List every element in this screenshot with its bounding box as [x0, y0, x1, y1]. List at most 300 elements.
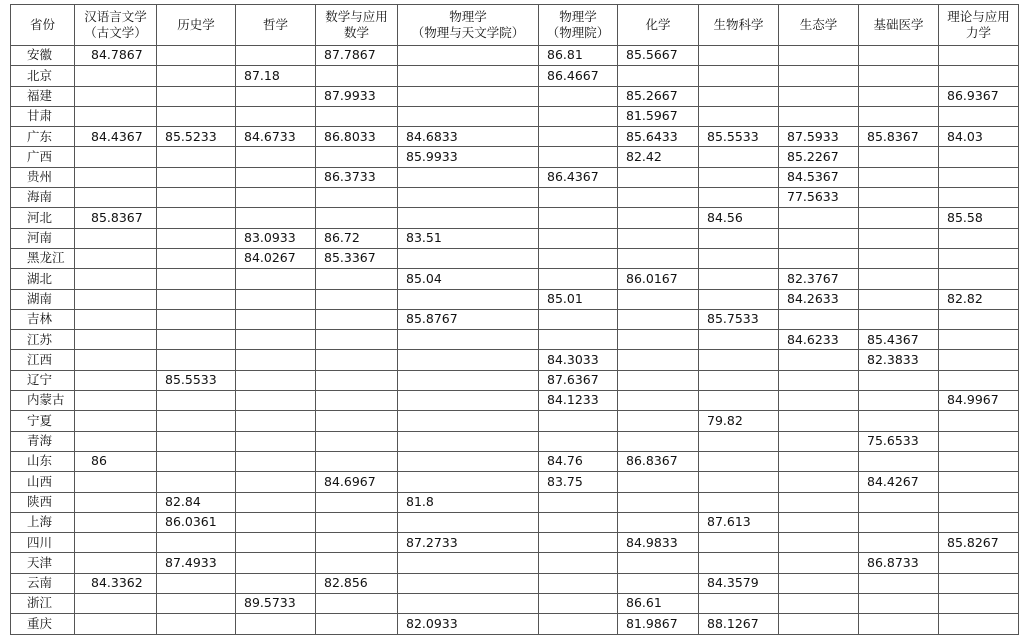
score-cell — [779, 309, 859, 329]
score-cell — [236, 553, 316, 573]
score-cell: 83.51 — [398, 228, 539, 248]
score-cell — [859, 411, 939, 431]
score-cell: 84.1233 — [539, 391, 618, 411]
province-cell: 宁夏 — [11, 411, 75, 431]
score-cell: 85.5533 — [699, 127, 779, 147]
score-cell — [779, 573, 859, 593]
score-cell — [618, 472, 699, 492]
score-cell — [539, 614, 618, 634]
score-cell — [699, 248, 779, 268]
score-cell — [779, 512, 859, 532]
score-cell — [157, 289, 236, 309]
score-cell — [316, 451, 398, 471]
score-cell — [539, 492, 618, 512]
province-cell: 江苏 — [11, 330, 75, 350]
score-cell — [939, 350, 1019, 370]
score-cell — [236, 512, 316, 532]
score-cell — [75, 188, 157, 208]
score-cell — [859, 86, 939, 106]
province-cell: 广东 — [11, 127, 75, 147]
province-cell: 贵州 — [11, 167, 75, 187]
score-cell — [939, 66, 1019, 86]
score-cell — [939, 147, 1019, 167]
score-cell — [618, 411, 699, 431]
table-row — [11, 573, 1019, 593]
score-cell — [779, 350, 859, 370]
score-cell: 86 — [75, 451, 157, 471]
score-cell — [618, 553, 699, 573]
score-cell: 84.6733 — [236, 127, 316, 147]
score-cell — [236, 208, 316, 228]
score-cell: 85.01 — [539, 289, 618, 309]
score-cell — [859, 106, 939, 126]
score-cell: 82.3767 — [779, 269, 859, 289]
score-cell: 86.0361 — [157, 512, 236, 532]
score-cell — [618, 391, 699, 411]
score-cell — [859, 147, 939, 167]
score-cell — [75, 431, 157, 451]
score-cell — [75, 167, 157, 187]
table-row — [11, 512, 1019, 532]
score-cell — [539, 431, 618, 451]
score-cell — [316, 66, 398, 86]
header-history: 历史学 — [157, 5, 236, 46]
score-cell: 88.1267 — [699, 614, 779, 634]
province-cell: 湖南 — [11, 289, 75, 309]
score-cell — [316, 431, 398, 451]
table-row — [11, 269, 1019, 289]
score-cell — [859, 492, 939, 512]
score-cell — [779, 594, 859, 614]
score-cell — [699, 66, 779, 86]
score-cell — [779, 208, 859, 228]
score-cell — [236, 411, 316, 431]
score-cell — [539, 573, 618, 593]
score-cell — [398, 188, 539, 208]
table-row — [11, 147, 1019, 167]
score-cell — [236, 46, 316, 66]
table-row — [11, 248, 1019, 268]
province-cell: 陕西 — [11, 492, 75, 512]
score-cell — [157, 269, 236, 289]
score-cell — [939, 411, 1019, 431]
score-cell: 89.5733 — [236, 594, 316, 614]
province-cell: 重庆 — [11, 614, 75, 634]
score-cell: 85.2667 — [618, 86, 699, 106]
score-cell — [157, 391, 236, 411]
score-cell — [939, 309, 1019, 329]
score-cell: 86.3733 — [316, 167, 398, 187]
table-row — [11, 370, 1019, 390]
header-mathematics: 数学与应用 数学 — [316, 5, 398, 46]
score-cell — [939, 431, 1019, 451]
score-cell — [859, 289, 939, 309]
score-cell — [699, 533, 779, 553]
score-cell — [779, 106, 859, 126]
score-cell — [539, 188, 618, 208]
header-ecology: 生态学 — [779, 5, 859, 46]
score-cell — [236, 147, 316, 167]
score-cell: 85.5667 — [618, 46, 699, 66]
header-mechanics: 理论与应用 力学 — [939, 5, 1019, 46]
score-cell — [75, 614, 157, 634]
header-row — [11, 5, 1019, 46]
score-cell — [539, 147, 618, 167]
score-cell — [859, 269, 939, 289]
score-cell — [539, 127, 618, 147]
table-row — [11, 350, 1019, 370]
score-cell — [316, 614, 398, 634]
score-cell — [939, 492, 1019, 512]
table-row — [11, 228, 1019, 248]
province-cell: 黑龙江 — [11, 248, 75, 268]
score-cell — [779, 431, 859, 451]
score-cell — [75, 512, 157, 532]
score-cell — [618, 208, 699, 228]
score-cell — [75, 533, 157, 553]
score-cell — [157, 188, 236, 208]
table-row — [11, 451, 1019, 471]
header-basic-medicine: 基础医学 — [859, 5, 939, 46]
score-cell — [157, 147, 236, 167]
score-cell — [75, 330, 157, 350]
score-cell: 84.6833 — [398, 127, 539, 147]
score-cell: 87.7867 — [316, 46, 398, 66]
score-cell — [699, 106, 779, 126]
table-row — [11, 289, 1019, 309]
score-cell — [157, 533, 236, 553]
province-cell: 浙江 — [11, 594, 75, 614]
score-cell: 87.4933 — [157, 553, 236, 573]
score-cell — [157, 451, 236, 471]
table-body — [11, 46, 1019, 635]
score-cell — [699, 472, 779, 492]
score-cell — [779, 248, 859, 268]
score-cell — [779, 391, 859, 411]
score-cell: 85.58 — [939, 208, 1019, 228]
score-cell: 81.9867 — [618, 614, 699, 634]
score-cell — [75, 86, 157, 106]
score-cell — [75, 594, 157, 614]
score-cell — [859, 573, 939, 593]
score-cell — [75, 492, 157, 512]
score-cell — [398, 350, 539, 370]
score-cell — [398, 411, 539, 431]
score-cell: 87.6367 — [539, 370, 618, 390]
score-cell: 86.72 — [316, 228, 398, 248]
score-cell — [75, 289, 157, 309]
score-cell — [699, 167, 779, 187]
score-cell — [157, 573, 236, 593]
score-cell — [316, 391, 398, 411]
table-row — [11, 533, 1019, 553]
score-cell — [75, 391, 157, 411]
score-cell — [398, 431, 539, 451]
score-cell — [157, 208, 236, 228]
score-cell — [939, 370, 1019, 390]
score-cell — [779, 66, 859, 86]
score-cell — [779, 411, 859, 431]
score-cell — [779, 492, 859, 512]
table-row — [11, 188, 1019, 208]
table-row — [11, 594, 1019, 614]
score-cell: 79.82 — [699, 411, 779, 431]
table-row — [11, 431, 1019, 451]
score-cell — [316, 309, 398, 329]
score-cell: 75.6533 — [859, 431, 939, 451]
header-philosophy: 哲学 — [236, 5, 316, 46]
score-cell — [699, 289, 779, 309]
score-cell — [939, 167, 1019, 187]
score-cell: 87.2733 — [398, 533, 539, 553]
score-cell — [859, 66, 939, 86]
score-cell — [939, 330, 1019, 350]
score-cell — [236, 289, 316, 309]
score-cell — [859, 228, 939, 248]
province-cell: 山东 — [11, 451, 75, 471]
score-cell — [618, 330, 699, 350]
score-cell — [939, 573, 1019, 593]
score-cell: 87.5933 — [779, 127, 859, 147]
score-cell — [539, 248, 618, 268]
score-cell: 86.61 — [618, 594, 699, 614]
score-cell: 84.56 — [699, 208, 779, 228]
score-cell — [398, 86, 539, 106]
table-row — [11, 66, 1019, 86]
score-cell — [398, 46, 539, 66]
score-cell — [75, 248, 157, 268]
province-cell: 广西 — [11, 147, 75, 167]
score-cell — [398, 248, 539, 268]
table-row — [11, 86, 1019, 106]
score-cell — [398, 451, 539, 471]
score-cell — [699, 188, 779, 208]
score-cell — [157, 46, 236, 66]
score-cell — [618, 248, 699, 268]
score-cell — [859, 370, 939, 390]
province-cell: 甘肃 — [11, 106, 75, 126]
score-cell — [699, 269, 779, 289]
score-cell — [779, 370, 859, 390]
score-cell: 85.6433 — [618, 127, 699, 147]
score-cell — [157, 330, 236, 350]
score-cell — [939, 451, 1019, 471]
province-cell: 河南 — [11, 228, 75, 248]
score-cell — [939, 269, 1019, 289]
score-cell — [236, 86, 316, 106]
province-cell: 青海 — [11, 431, 75, 451]
province-cell: 北京 — [11, 66, 75, 86]
score-cell: 86.81 — [539, 46, 618, 66]
score-cell — [859, 309, 939, 329]
score-cell: 85.3367 — [316, 248, 398, 268]
score-cell — [939, 594, 1019, 614]
score-cell — [236, 533, 316, 553]
score-cell — [316, 492, 398, 512]
score-cell — [398, 167, 539, 187]
table-row — [11, 391, 1019, 411]
score-cell — [316, 594, 398, 614]
score-cell — [236, 472, 316, 492]
score-cell — [316, 188, 398, 208]
score-cell — [398, 391, 539, 411]
score-cell — [939, 553, 1019, 573]
score-cell — [539, 86, 618, 106]
score-cell — [618, 66, 699, 86]
score-cell: 85.7533 — [699, 309, 779, 329]
province-cell: 安徽 — [11, 46, 75, 66]
score-cell: 86.4667 — [539, 66, 618, 86]
score-cell: 85.4367 — [859, 330, 939, 350]
score-cell: 84.0267 — [236, 248, 316, 268]
score-cell: 84.3579 — [699, 573, 779, 593]
score-cell — [398, 573, 539, 593]
score-cell — [75, 228, 157, 248]
score-cell — [157, 350, 236, 370]
score-cell — [157, 309, 236, 329]
score-cell — [539, 228, 618, 248]
score-cell — [316, 208, 398, 228]
score-cell — [859, 512, 939, 532]
table-row — [11, 614, 1019, 634]
score-cell — [859, 208, 939, 228]
score-cell — [398, 472, 539, 492]
score-cell: 87.18 — [236, 66, 316, 86]
score-cell — [75, 309, 157, 329]
score-cell — [699, 330, 779, 350]
score-cell — [236, 269, 316, 289]
score-cell — [859, 391, 939, 411]
score-cell — [859, 248, 939, 268]
score-cell — [859, 167, 939, 187]
table-row — [11, 167, 1019, 187]
score-cell: 84.03 — [939, 127, 1019, 147]
score-cell — [939, 188, 1019, 208]
score-cell: 85.8267 — [939, 533, 1019, 553]
score-cell: 85.5233 — [157, 127, 236, 147]
score-cell: 84.6967 — [316, 472, 398, 492]
score-cell — [779, 553, 859, 573]
score-cell — [859, 451, 939, 471]
score-cell: 82.0933 — [398, 614, 539, 634]
table-row — [11, 106, 1019, 126]
score-cell — [236, 614, 316, 634]
score-cell — [939, 472, 1019, 492]
score-cell: 85.8367 — [859, 127, 939, 147]
province-cell: 上海 — [11, 512, 75, 532]
score-cell — [539, 594, 618, 614]
score-cell — [316, 106, 398, 126]
score-cell: 86.8367 — [618, 451, 699, 471]
score-cell — [699, 391, 779, 411]
score-cell — [398, 370, 539, 390]
score-cell — [398, 289, 539, 309]
score-cell — [75, 147, 157, 167]
score-cell: 84.2633 — [779, 289, 859, 309]
score-cell — [939, 46, 1019, 66]
score-cell — [236, 106, 316, 126]
score-cell: 86.9367 — [939, 86, 1019, 106]
score-cell: 85.9933 — [398, 147, 539, 167]
score-cell: 85.5533 — [157, 370, 236, 390]
province-cell: 湖北 — [11, 269, 75, 289]
score-cell — [398, 208, 539, 228]
province-cell: 四川 — [11, 533, 75, 553]
score-cell — [316, 553, 398, 573]
score-cell: 77.5633 — [779, 188, 859, 208]
table-row — [11, 411, 1019, 431]
score-cell — [236, 573, 316, 593]
score-cell — [539, 106, 618, 126]
score-cell — [75, 553, 157, 573]
table-row — [11, 127, 1019, 147]
score-cell — [618, 492, 699, 512]
score-cell — [939, 228, 1019, 248]
score-cell — [316, 533, 398, 553]
province-cell: 天津 — [11, 553, 75, 573]
score-cell — [398, 553, 539, 573]
province-cell: 江西 — [11, 350, 75, 370]
score-cell — [75, 370, 157, 390]
header-physics: 物理学 （物理院） — [539, 5, 618, 46]
score-cell — [316, 370, 398, 390]
score-cell — [539, 330, 618, 350]
score-cell — [157, 472, 236, 492]
score-cell: 86.0167 — [618, 269, 699, 289]
score-cell — [236, 451, 316, 471]
table-row — [11, 330, 1019, 350]
score-cell: 85.2267 — [779, 147, 859, 167]
score-cell — [779, 86, 859, 106]
score-cell — [157, 86, 236, 106]
score-cell: 84.76 — [539, 451, 618, 471]
score-cell — [316, 512, 398, 532]
header-physics-astronomy: 物理学 （物理与天文学院） — [398, 5, 539, 46]
score-cell — [316, 330, 398, 350]
score-cell — [859, 188, 939, 208]
table-row — [11, 46, 1019, 66]
score-cell — [157, 411, 236, 431]
score-cell — [939, 512, 1019, 532]
score-cell — [618, 370, 699, 390]
score-cell — [316, 147, 398, 167]
score-cell: 84.4267 — [859, 472, 939, 492]
score-cell — [236, 309, 316, 329]
score-cell — [75, 472, 157, 492]
score-cell — [779, 472, 859, 492]
score-cell — [316, 411, 398, 431]
score-cell — [699, 86, 779, 106]
score-cell: 87.9933 — [316, 86, 398, 106]
score-cell — [618, 167, 699, 187]
score-cell — [157, 248, 236, 268]
score-cell — [236, 167, 316, 187]
score-cell — [539, 309, 618, 329]
score-cell — [539, 512, 618, 532]
score-cell — [859, 46, 939, 66]
score-cell: 84.3033 — [539, 350, 618, 370]
score-cell — [316, 350, 398, 370]
score-cell — [157, 106, 236, 126]
score-cell — [859, 533, 939, 553]
score-table-container — [10, 4, 1019, 635]
score-cell: 82.42 — [618, 147, 699, 167]
score-cell — [157, 167, 236, 187]
score-cell: 87.613 — [699, 512, 779, 532]
score-cell — [618, 512, 699, 532]
score-cell — [539, 269, 618, 289]
score-cell: 85.8767 — [398, 309, 539, 329]
